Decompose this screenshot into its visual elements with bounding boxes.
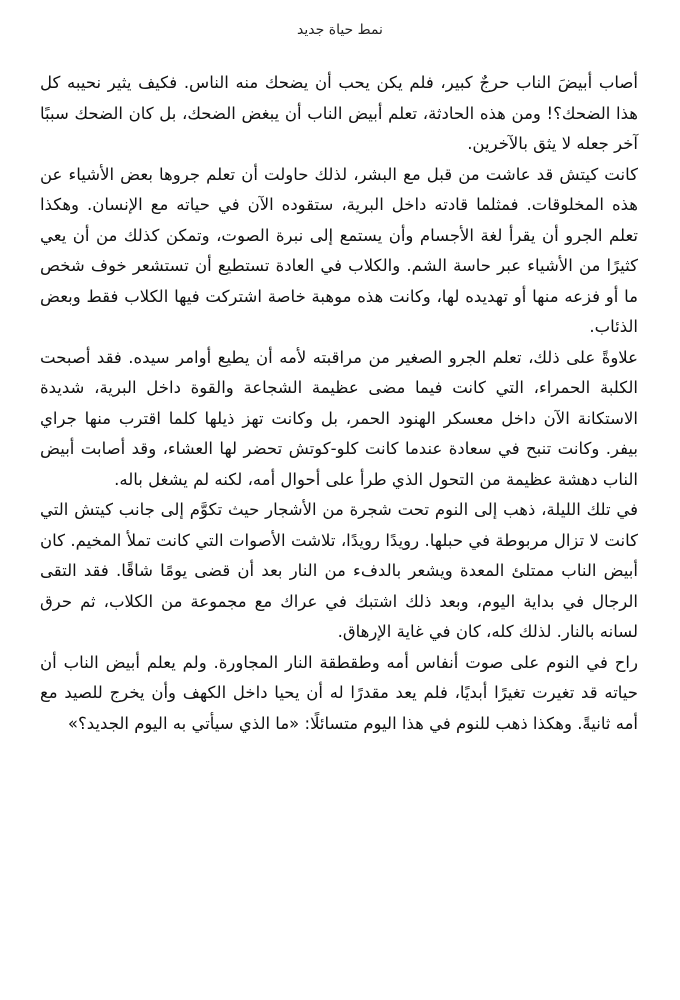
page-header-title: نمط حياة جديد: [297, 22, 383, 38]
paragraph-3: علاوةً على ذلك، تعلم الجرو الصغير من مراقبته لأمه أن يطيع أوامر سيده. فقد أصبحت الكلبة الحمراء، التي كانت فيما مضى عظيمة الشجاعة والقوة داخل البرية، شديدة الاستكانة الآن داخل معسكر الهنود الحمر، بل وكانت تهز ذيلها كلما اقترب منها جراي بيفر. وكانت تنبح في سعادة عندما كانت كلو-كوتش تحضر لها العشاء، وقد أصابت أبيض الناب دهشة عظيمة من التحول الذي طرأ على أحوال أمه، لكنه لم يشغل باله.: [40, 347, 638, 489]
paragraph-1: أصاب أبيضَ الناب حرجٌ كبير، فلم يكن يحب أن يضحك منه الناس. فكيف يثير نحيبه كل هذا الضحك؟! ومن هذه الحادثة، تعلم أبيض الناب أن يبغض الضحك، بل كان الضحك سببًا آخر جعله لا يثق بالآخرين.: [40, 73, 638, 153]
paragraph-2: كانت كيتش قد عاشت من قبل مع البشر، لذلك حاولت أن تعلم جروها بعض الأشياء عن هذه المخلوقات. فمثلما قادته داخل البرية، ستقوده الآن في حياته مع الإنسان. وهكذا تعلم الجرو أن يقرأ لغة الأجسام وأن يستمع إلى نبرة الصوت، وتمكن كذلك من أن يعي كثيرًا من الأشياء عبر حاسة الشم. والكلاب في العادة تستطيع أن تستشعر خوف شخص ما أو فزعه منها أو تهديده لها، وكانت هذه موهبة خاصة اشتركت فيها الكلاب فقط وبعض الذئاب.: [40, 164, 638, 336]
paragraph-4: في تلك الليلة، ذهب إلى النوم تحت شجرة من الأشجار حيث تكوَّم إلى جانب كيتش التي كانت لا تزال مربوطة في حبلها. رويدًا رويدًا، تلاشت الأصوات التي كانت تملأ المخيم. كان أبيض الناب ممتلئ المعدة ويشعر بالدفء من النار بعد أن قضى يومًا شاقًا. فقد التقى الرجال في بداية اليوم، وبعد ذلك اشتبك في عراك مع مجموعة من الكلاب، ثم حرق لسانه بالنار. لذلك كله، كان في غاية الإرهاق.: [40, 500, 638, 641]
page-body-text: [40, 68, 638, 739]
paragraph-5: راح في النوم على صوت أنفاس أمه وطقطقة النار المجاورة. ولم يعلم أبيض الناب أن حياته قد تغيرت تغيرًا أبديًا، فلم يعد مقدرًا له أن يحيا داخل الكهف وأن يخرج للصيد مع أمه ثانيةً. وهكذا ذهب للنوم في هذا اليوم متسائلًا: «ما الذي سيأتي به اليوم الجديد؟»: [40, 652, 638, 733]
